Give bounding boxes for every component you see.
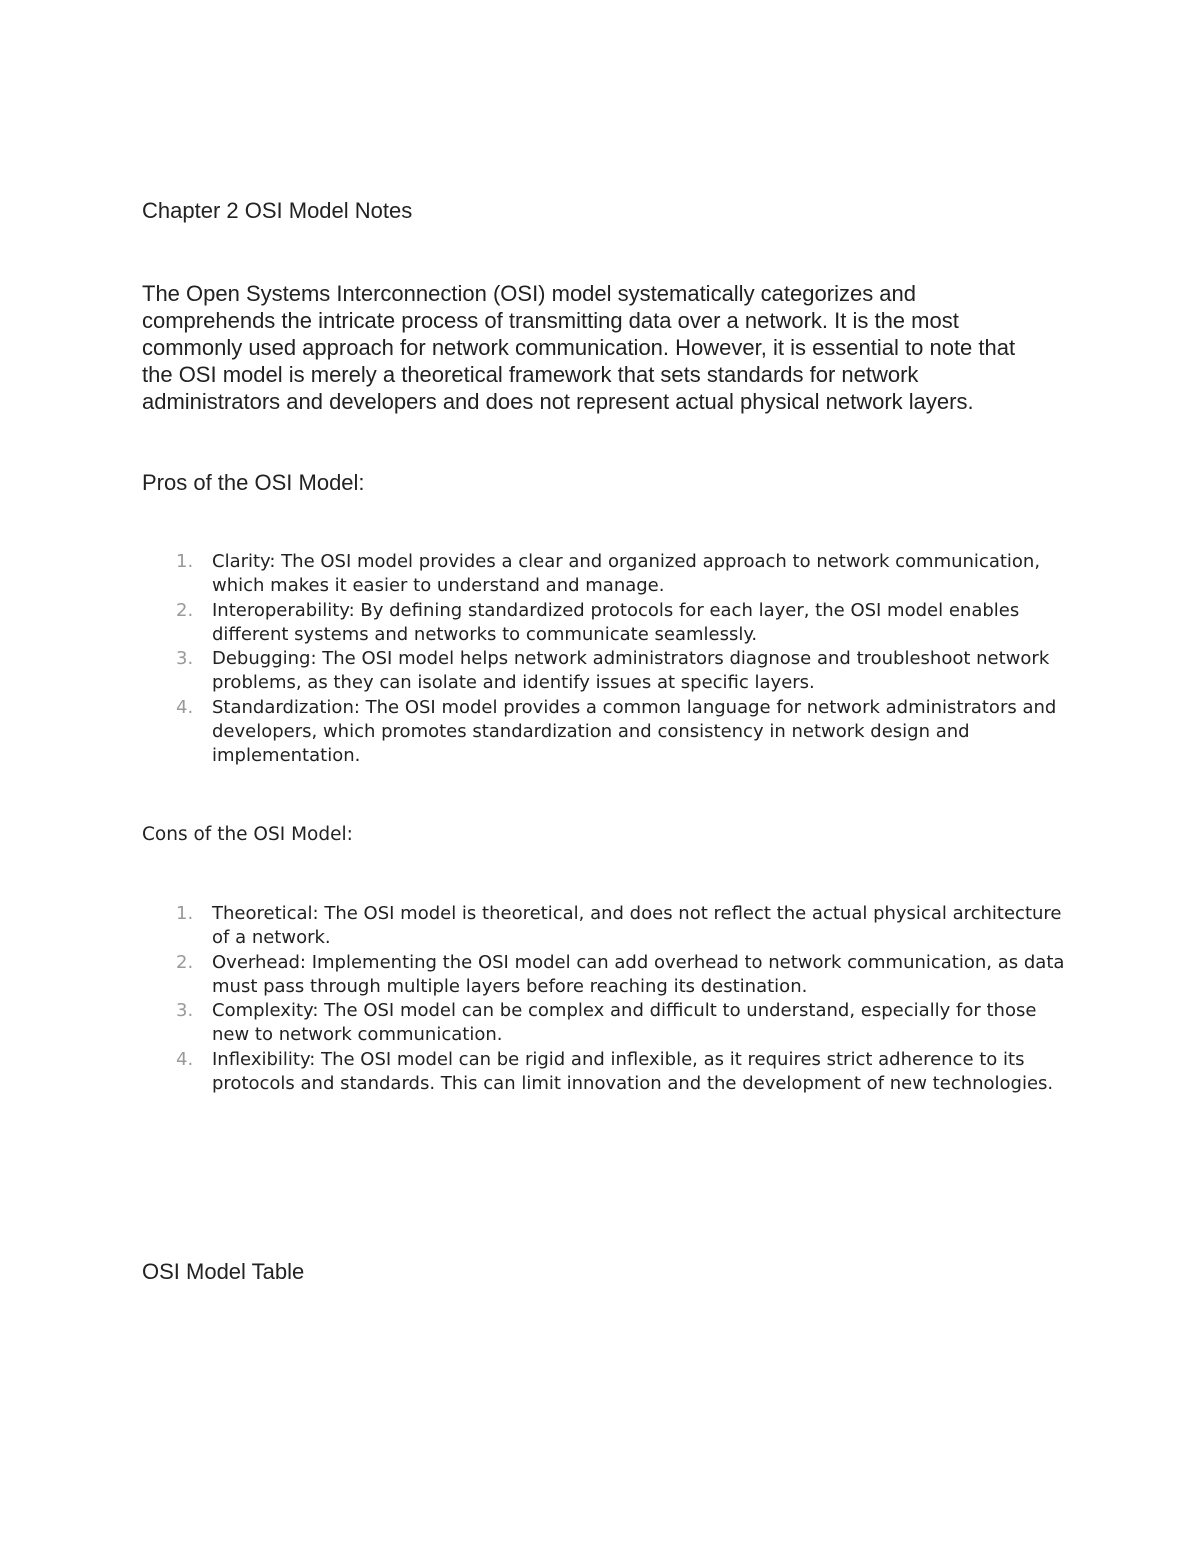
cons-list xyxy=(142,902,1072,1096)
osi-table-heading: OSI Model Table xyxy=(142,1259,305,1284)
pros-list xyxy=(142,550,1072,769)
list-number: 1. xyxy=(176,551,194,572)
list-item xyxy=(142,647,1072,696)
list-item-text: Debugging: The OSI model helps network administrators diagnose and troubleshoot network problems, as they can isolate and identify issues at specific layers. xyxy=(212,648,1050,694)
list-number: 3. xyxy=(176,648,194,670)
list-number: 3. xyxy=(176,1000,194,1022)
list-number: 2. xyxy=(176,951,194,973)
list-item-text: Standardization: The OSI model provides a common language for network administrators and developers, which promotes standardization and consistency in network design and implementation. xyxy=(212,696,1057,767)
list-item-text: Inflexibility: The OSI model can be rigid and inflexible, as it requires strict adherence to its protocols and standards. This can limit innovation and the development of new technologies. xyxy=(212,1048,1054,1095)
list-number: 1. xyxy=(176,903,194,924)
intro-paragraph: The Open Systems Interconnection (OSI) model systematically categorizes and comprehends the intricate process of transmitting data over a network. It is the most commonly used approach for network communication. However, it is essential to note that the OSI model is merely a theoretical framework that sets standards for network administrators and developers and does not represent actual physical network layers. xyxy=(142,281,1016,414)
document-title: Chapter 2 OSI Model Notes xyxy=(142,198,413,223)
list-item-text: Theoretical: The OSI model is theoretical, and does not reflect the actual physical architecture of a network. xyxy=(212,903,1062,949)
list-item-text: Interoperability: By defining standardized protocols for each layer, the OSI model enables different systems and networks to communicate seamlessly. xyxy=(212,599,1020,645)
pros-heading: Pros of the OSI Model: xyxy=(142,470,365,495)
list-item-text: Complexity: The OSI model can be complex and difficult to understand, especially for those new to network communication. xyxy=(212,1000,1037,1046)
list-item xyxy=(142,902,1072,951)
list-number: 4. xyxy=(176,696,194,718)
list-item-text: Clarity: The OSI model provides a clear and organized approach to network communication, which makes it easier to understand and manage. xyxy=(212,551,1041,597)
list-item xyxy=(142,999,1072,1048)
list-item xyxy=(142,599,1072,648)
cons-heading: Cons of the OSI Model: xyxy=(142,824,353,845)
list-item xyxy=(142,550,1072,599)
list-item xyxy=(142,951,1072,1000)
list-number: 2. xyxy=(176,599,194,621)
list-item-text: Overhead: Implementing the OSI model can add overhead to network communication, as data must pass through multiple layers before reaching its destination. xyxy=(212,951,1065,997)
list-item xyxy=(142,1048,1072,1097)
list-number: 4. xyxy=(176,1048,194,1070)
list-item xyxy=(142,696,1072,769)
